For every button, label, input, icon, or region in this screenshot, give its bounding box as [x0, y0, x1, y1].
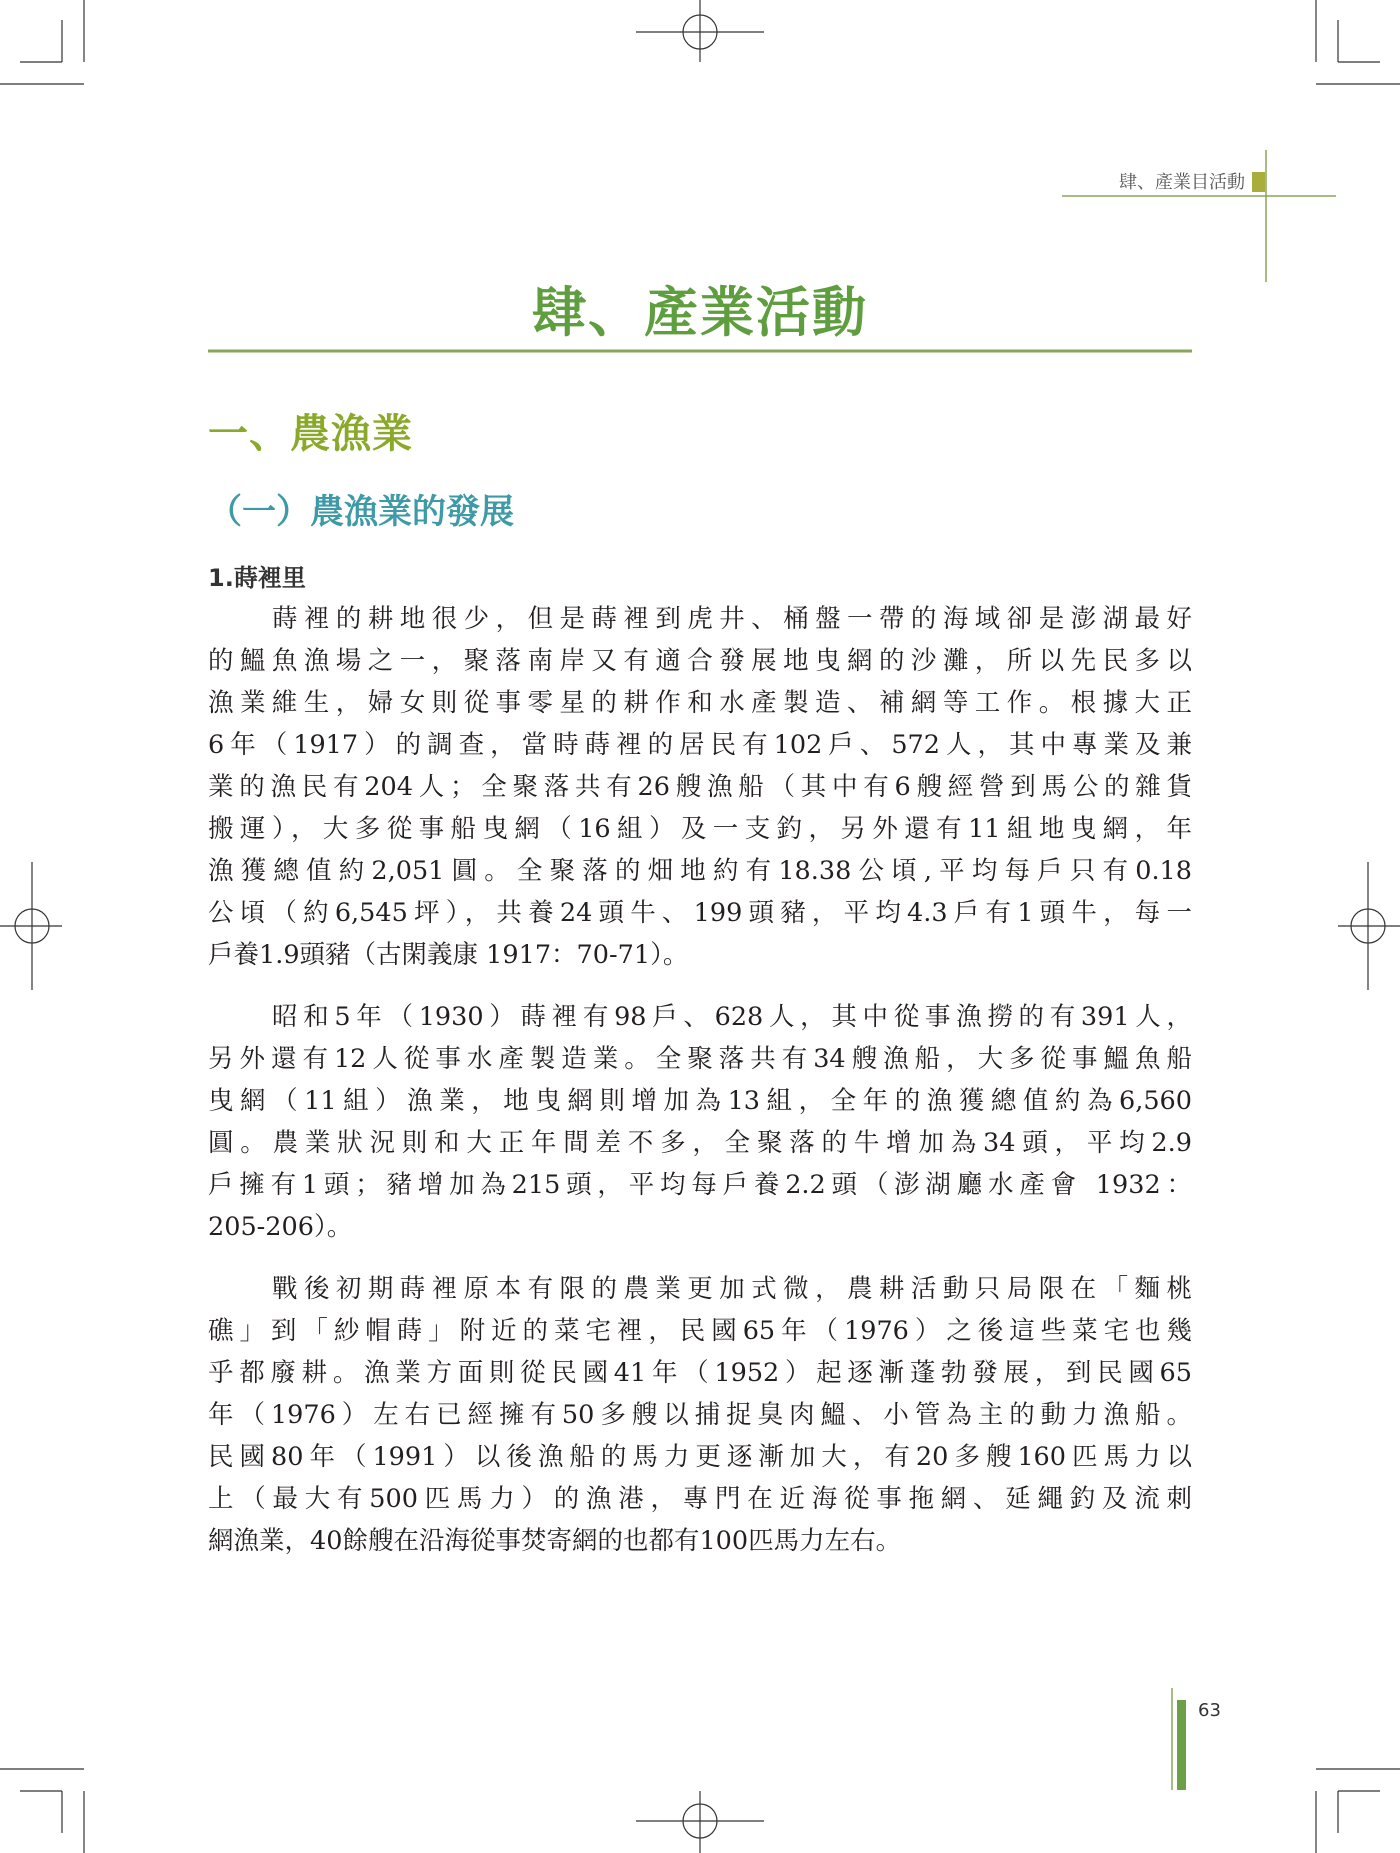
text-line: 網漁業，40餘艘在沿海從事焚寄網的也都有100匹馬力左右。 — [208, 1526, 902, 1556]
body-text — [208, 598, 1192, 1582]
text-line: 礁」到「紗帽蒔」附近的菜宅裡，民國65年（1976）之後這些菜宅也幾 — [208, 1316, 1192, 1346]
text-line: 年（1976）左右已經擁有50多艘以捕捉臭肉鰮、小管為主的動力漁船。 — [208, 1400, 1192, 1430]
text-line: 民國80年（1991）以後漁船的馬力更逐漸加大，有20多艘160匹馬力以 — [208, 1442, 1192, 1472]
text-line: 6年（1917）的調查，當時蒔裡的居民有102戶、572人，其中專業及兼 — [208, 730, 1192, 760]
text-line: 圓。農業狀況則和大正年間差不多，全聚落的牛增加為34頭，平均2.9 — [208, 1128, 1192, 1158]
page-number: 63 — [1198, 1700, 1221, 1721]
paragraph-1 — [208, 598, 1192, 976]
item-title: 1.蒔裡里 — [208, 564, 306, 592]
section-title: 一、農漁業 — [208, 410, 413, 457]
text-line: 205-206）。 — [208, 1212, 353, 1242]
text-line: 曳網（11組）漁業，地曳網則增加為13組，全年的漁獲總值約為6,560 — [208, 1086, 1192, 1116]
text-line: 上（最大有500匹馬力）的漁港，專門在近海從事拖網、延繩釣及流刺 — [208, 1484, 1192, 1514]
text-line: 乎都廢耕。漁業方面則從民國41年（1952）起逐漸蓬勃發展，到民國65 — [208, 1358, 1192, 1388]
text-line: 業的漁民有204人；全聚落共有26艘漁船（其中有6艘經營到馬公的雜貨 — [208, 772, 1192, 802]
text-line: 的鰮魚漁場之一，聚落南岸又有適合發展地曳網的沙灘，所以先民多以 — [208, 646, 1192, 676]
paragraph-2 — [208, 996, 1192, 1248]
text-line: 公頃（約6,545坪），共養24頭牛、199頭豬，平均4.3戶有1頭牛，每一 — [208, 898, 1192, 928]
text-line: 另外還有12人從事水產製造業。全聚落共有34艘漁船，大多從事鰮魚船 — [208, 1044, 1192, 1074]
text-line: 搬運），大多從事船曳網（16組）及一支釣，另外還有11組地曳網，年 — [208, 814, 1192, 844]
running-header: 肆、產業目活動 — [1119, 172, 1245, 193]
paragraph-3 — [208, 1268, 1192, 1562]
chapter-title: 肆、產業活動 — [532, 280, 868, 344]
text-line: 戰後初期蒔裡原本有限的農業更加式微，農耕活動只局限在「麵桃 — [272, 1274, 1192, 1304]
page-number-marker — [1172, 1688, 1186, 1790]
subsection-title: （一）農漁業的發展 — [208, 492, 514, 532]
text-line: 戶擁有1頭；豬增加為215頭，平均每戶養2.2頭（澎湖廳水產會 1932： — [208, 1170, 1192, 1200]
text-line: 昭和5年（1930）蒔裡有98戶、628人，其中從事漁撈的有391人， — [272, 1002, 1192, 1032]
text-line: 漁業維生，婦女則從事零星的耕作和水產製造、補網等工作。根據大正 — [208, 688, 1192, 718]
text-line: 蒔裡的耕地很少，但是蒔裡到虎井、桶盤一帶的海域卻是澎湖最好 — [272, 604, 1192, 634]
text-line: 戶養1.9頭豬（古閑義康 1917：70-71）。 — [208, 940, 689, 970]
text-line: 漁獲總值約2,051圓。全聚落的畑地約有18.38公頃,平均每戶只有0.18 — [208, 856, 1192, 886]
